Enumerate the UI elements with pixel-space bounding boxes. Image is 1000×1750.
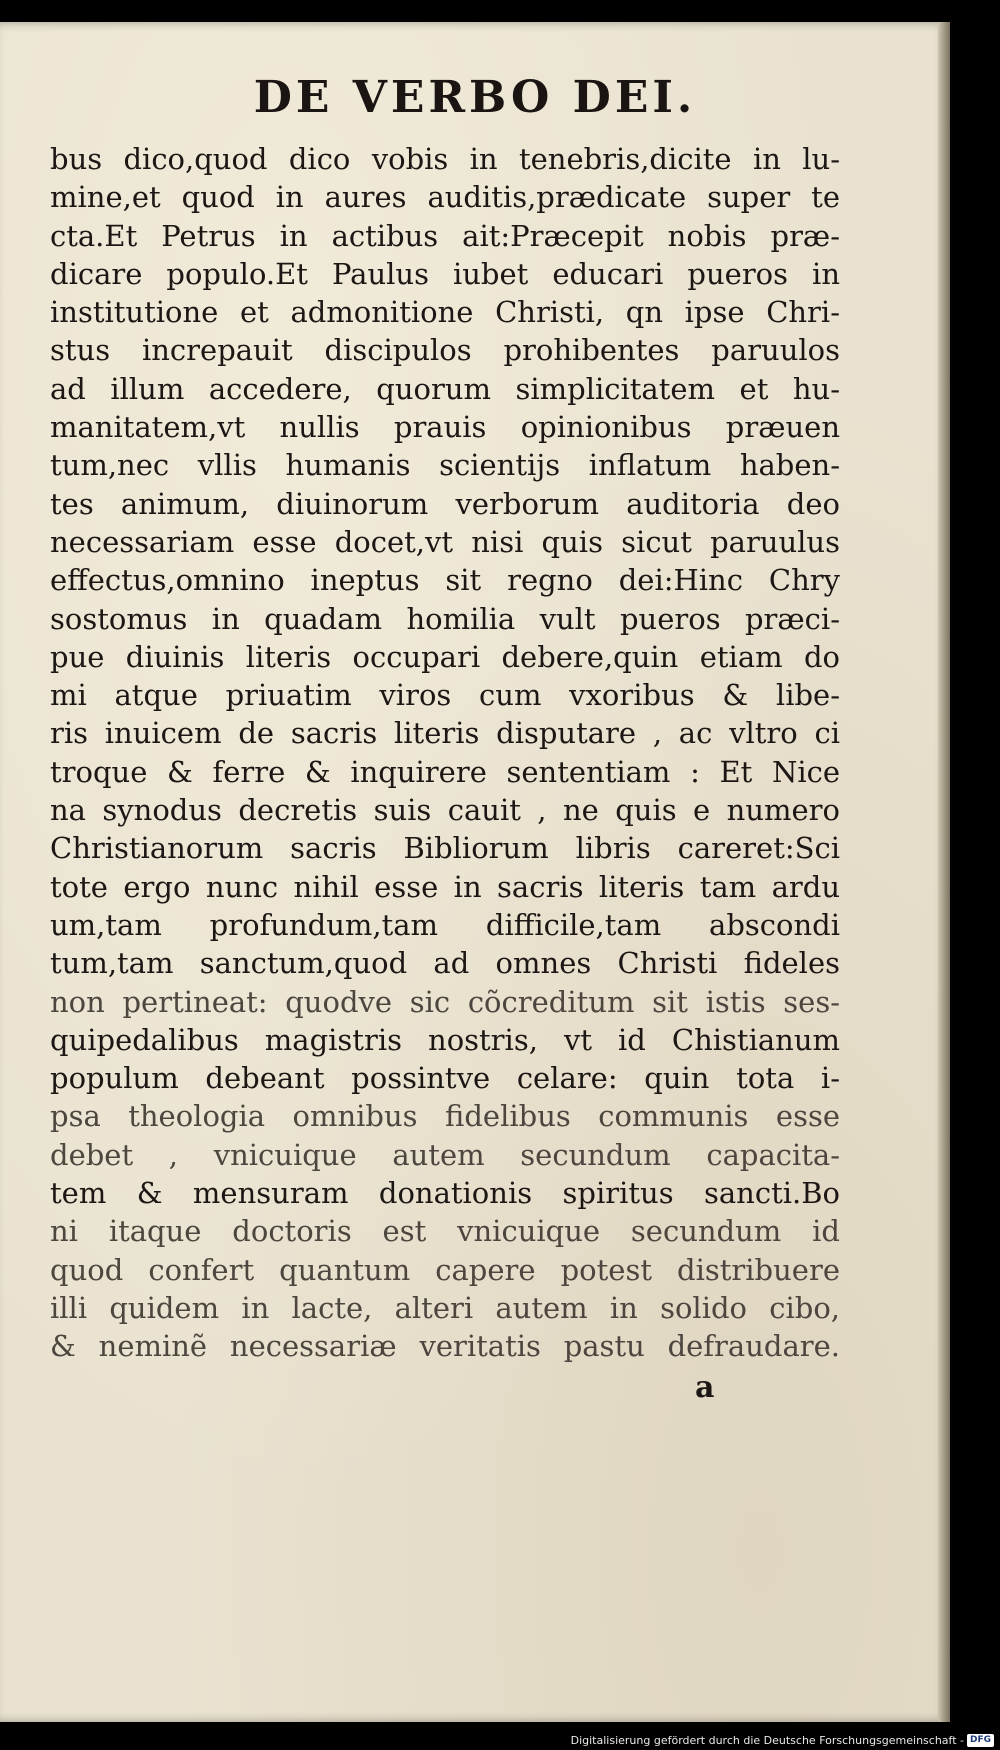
signature-mark: a bbox=[695, 1370, 715, 1405]
text-line: sostomus in quadam homilia vult pueros præci- bbox=[50, 601, 840, 636]
footer-bar bbox=[0, 1732, 1000, 1750]
text-line: um,tam profundum,tam difficile,tam abscondi bbox=[50, 907, 840, 942]
text-line: ris inuicem de sacris literis disputare , ac vltro ci bbox=[50, 716, 840, 751]
text-line: mi atque priuatim viros cum vxoribus & libe- bbox=[50, 678, 840, 713]
body-text bbox=[50, 140, 840, 1366]
text-line: populum debeant possintve celare: quin tota i- bbox=[50, 1061, 840, 1096]
text-line: non pertineat: quodve sic cõcreditum sit istis ses- bbox=[50, 984, 840, 1019]
text-line: dicare populo.Et Paulus iubet educari pueros in bbox=[50, 256, 840, 291]
page-edge-shadow bbox=[938, 22, 950, 1722]
text-line: ni itaque doctoris est vnicuique secundum id bbox=[50, 1214, 840, 1249]
text-line: bus dico,quod dico vobis in tenebris,dicite in lu- bbox=[50, 142, 840, 176]
text-line: tes animum, diuinorum verborum auditoria deo bbox=[50, 486, 840, 521]
book-page bbox=[0, 22, 950, 1722]
text-line: necessariam esse docet,vt nisi quis sicut paruulus bbox=[50, 524, 840, 559]
dfg-logo: DFG bbox=[967, 1734, 994, 1747]
text-line: illi quidem in lacte, alteri autem in solido cibo, bbox=[50, 1290, 840, 1325]
text-line: cta.Et Petrus in actibus ait:Præcepit nobis præ- bbox=[50, 218, 840, 253]
text-line: Christianorum sacris Bibliorum libris careret:Sci bbox=[50, 831, 840, 866]
text-line: manitatem,vt nullis prauis opinionibus præuen bbox=[50, 410, 840, 445]
text-line: stus increpauit discipulos prohibentes paruulos bbox=[50, 333, 840, 368]
text-line: debet , vnicuique autem secundum capacita- bbox=[50, 1137, 840, 1172]
text-line: tem & mensuram donationis spiritus sancti.Bo bbox=[50, 1176, 840, 1211]
text-line: tum,nec vllis humanis scientijs inflatum haben- bbox=[50, 448, 840, 483]
text-line: psa theologia omnibus fidelibus communis esse bbox=[50, 1099, 840, 1134]
running-head: DE VERBO DEI. bbox=[253, 72, 697, 123]
text-line: pue diuinis literis occupari debere,quin etiam do bbox=[50, 639, 840, 674]
text-line: effectus,omnino ineptus sit regno dei:Hinc Chry bbox=[50, 563, 840, 598]
text-line: institutione et admonitione Christi, qn ipse Chri- bbox=[50, 295, 840, 330]
text-line: na synodus decretis suis cauit , ne quis e numero bbox=[50, 793, 840, 828]
text-line: mine,et quod in aures auditis,prædicate super te bbox=[50, 180, 840, 215]
text-line: troque & ferre & inquirere sententiam : Et Nice bbox=[50, 754, 840, 789]
text-line: quod confert quantum capere potest distribuere bbox=[50, 1252, 840, 1287]
footer-credit: Digitalisierung gefördert durch die Deutsche Forschungsgemeinschaft - bbox=[570, 1734, 964, 1747]
text-line: quipedalibus magistris nostris, vt id Chistianum bbox=[50, 1022, 840, 1057]
text-line: ad illum accedere, quorum simplicitatem et hu- bbox=[50, 371, 840, 406]
text-line: tote ergo nunc nihil esse in sacris literis tam ardu bbox=[50, 869, 840, 904]
text-line: tum,tam sanctum,quod ad omnes Christi fideles bbox=[50, 946, 840, 981]
text-line: & neminẽ necessariæ veritatis pastu defraudare. bbox=[50, 1329, 840, 1364]
